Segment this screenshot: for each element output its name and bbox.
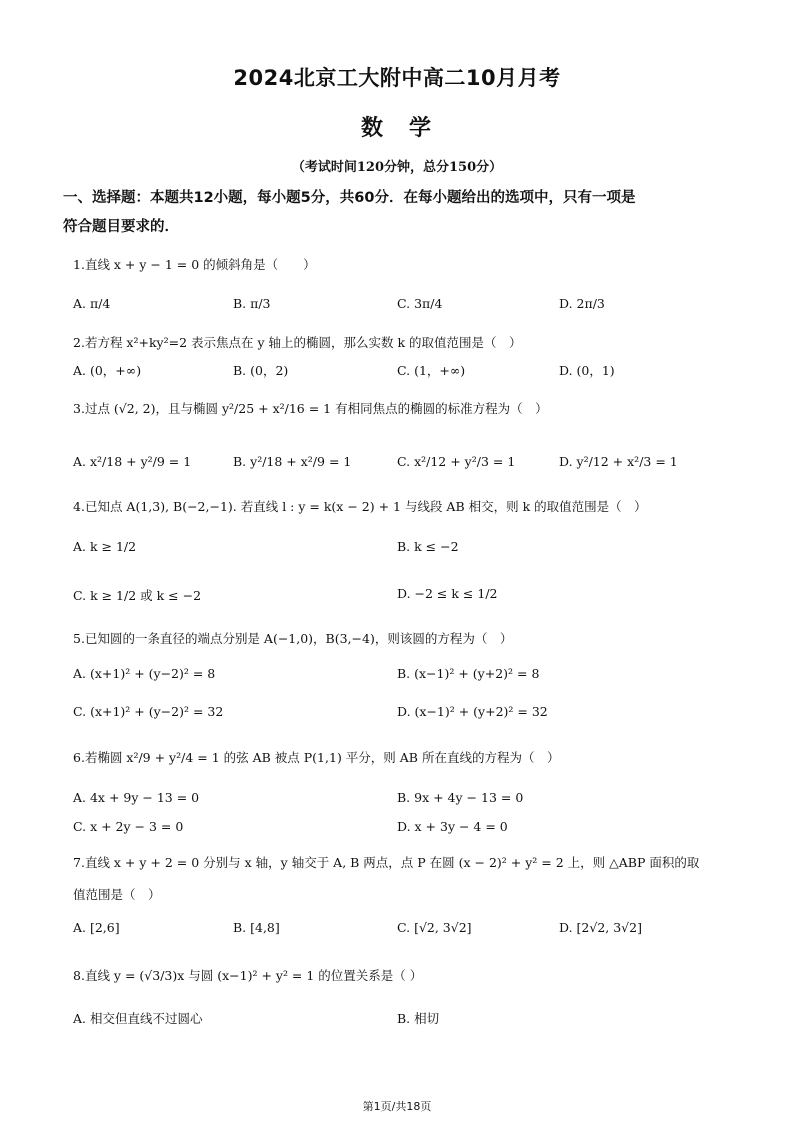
question-1 (73, 255, 316, 273)
option-3a[interactable]: A. x²/18 + y²/9 = 1 (73, 454, 192, 469)
option-5b[interactable]: B. (x−1)² + (y+2)² = 8 (397, 666, 540, 681)
question-6 (73, 748, 559, 766)
option-6c[interactable]: C. x + 2y − 3 = 0 (73, 819, 184, 834)
option-4d[interactable]: D. −2 ≤ k ≤ 1/2 (397, 586, 498, 601)
question-8 (73, 966, 422, 984)
option-8a[interactable]: A. 相交但直线不过圆心 (73, 1011, 203, 1026)
question-number: 3. (73, 401, 85, 416)
option-2c[interactable]: C. (1，+∞) (397, 363, 466, 378)
question-stem: 已知点 A(1,3), B(−2,−1). 若直线 l : y = k(x − 2) + 1 与线段 AB 相交，则 k 的取值范围是（ ） (84, 499, 647, 514)
option-2b[interactable]: B. (0，2) (233, 363, 289, 378)
option-6a[interactable]: A. 4x + 9y − 13 = 0 (73, 790, 200, 805)
option-2d[interactable]: D. (0，1) (559, 363, 615, 378)
page-number: 第1页/共18页 (362, 1100, 432, 1113)
option-6d[interactable]: D. x + 3y − 4 = 0 (397, 819, 508, 834)
question-number: 6. (73, 750, 85, 765)
question-stem: 直线 x + y + 2 = 0 分别与 x 轴，y 轴交于 A, B 两点，点 P 在圆 (x − 2)² + y² = 2 上，则 △ABP 面积的取 (84, 855, 700, 870)
question-stem: 过点 (√2, 2)，且与椭圆 y²/25 + x²/16 = 1 有相同焦点的椭圆的标准方程为（ ） (84, 401, 548, 416)
option-7c[interactable]: C. [√2, 3√2] (397, 920, 472, 935)
option-5a[interactable]: A. (x+1)² + (y−2)² = 8 (73, 666, 216, 681)
question-7-continued: 值范围是（ ） (73, 887, 161, 902)
question-stem: 已知圆的一条直径的端点分别是 A(−1,0)，B(3,−4)，则该圆的方程为（ ） (84, 631, 513, 646)
question-7 (73, 853, 699, 871)
question-number: 5. (73, 631, 85, 646)
option-5c[interactable]: C. (x+1)² + (y−2)² = 32 (73, 704, 224, 719)
option-1c[interactable]: C. 3π/4 (397, 296, 443, 311)
exam-title: 2024北京工大附中高二10月月考 (233, 66, 561, 90)
option-1a[interactable]: A. π/4 (73, 296, 111, 311)
option-4b[interactable]: B. k ≤ −2 (397, 539, 459, 554)
question-2 (73, 333, 522, 351)
subject-title: 数 学 (360, 116, 433, 141)
option-1b[interactable]: B. π/3 (233, 296, 271, 311)
question-number: 1. (73, 257, 85, 272)
option-7a[interactable]: A. [2,6] (73, 920, 120, 935)
question-number: 2. (73, 335, 85, 350)
option-6b[interactable]: B. 9x + 4y − 13 = 0 (397, 790, 524, 805)
option-5d[interactable]: D. (x−1)² + (y+2)² = 32 (397, 704, 548, 719)
question-5 (73, 629, 512, 647)
question-4 (73, 497, 647, 515)
section-heading-line2: 符合题目要求的． (63, 219, 179, 235)
option-1d[interactable]: D. 2π/3 (559, 296, 605, 311)
question-3 (73, 399, 548, 417)
option-8b[interactable]: B. 相切 (397, 1011, 440, 1026)
option-3c[interactable]: C. x²/12 + y²/3 = 1 (397, 454, 516, 469)
option-4c[interactable]: C. k ≥ 1/2 或 k ≤ −2 (73, 588, 202, 603)
option-3d[interactable]: D. y²/12 + x²/3 = 1 (559, 454, 678, 469)
option-4a[interactable]: A. k ≥ 1/2 (73, 539, 137, 554)
question-stem: 直线 y = (√3/3)x 与圆 (x−1)² + y² = 1 的位置关系是（ ） (84, 968, 423, 983)
question-stem: 直线 x + y − 1 = 0 的倾斜角是（ ） (84, 257, 316, 272)
question-stem: 若椭圆 x²/9 + y²/4 = 1 的弦 AB 被点 P(1,1) 平分，则 AB 所在直线的方程为（ ） (84, 750, 560, 765)
option-3b[interactable]: B. y²/18 + x²/9 = 1 (233, 454, 352, 469)
option-2a[interactable]: A. (0，+∞) (73, 363, 142, 378)
section-heading-line1: 一、选择题：本题共12小题，每小题5分，共60分．在每小题给出的选项中，只有一项是 (63, 190, 636, 206)
exam-time-note: （考试时间120分钟，总分150分） (291, 160, 503, 175)
question-number: 7. (73, 855, 85, 870)
question-number: 8. (73, 968, 85, 983)
option-7b[interactable]: B. [4,8] (233, 920, 280, 935)
question-stem: 若方程 x²+ky²=2 表示焦点在 y 轴上的椭圆，那么实数 k 的取值范围是（ ） (84, 335, 522, 350)
question-number: 4. (73, 499, 85, 514)
option-7d[interactable]: D. [2√2, 3√2] (559, 920, 642, 935)
